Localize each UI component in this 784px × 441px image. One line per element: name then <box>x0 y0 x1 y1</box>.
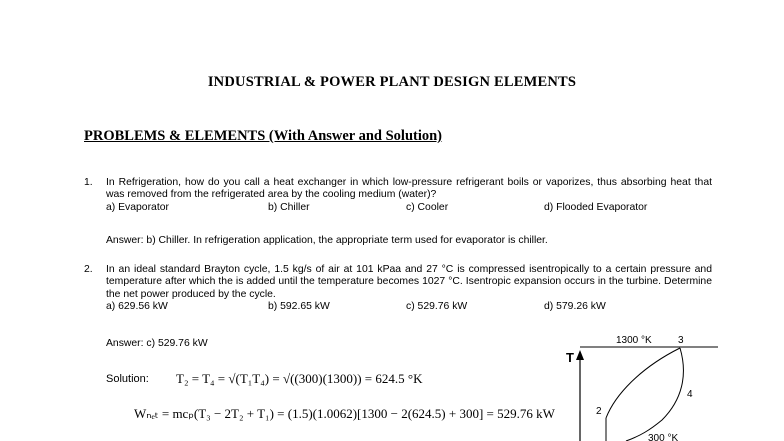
option-b: b) Chiller <box>268 201 310 213</box>
option-c: c) 529.76 kW <box>406 301 468 313</box>
option-d: d) 579.26 kW <box>544 301 606 313</box>
t-axis-arrow <box>576 350 584 360</box>
section-heading: PROBLEMS & ELEMENTS (With Answer and Solution) <box>84 128 443 144</box>
option-c: c) Cooler <box>406 201 449 213</box>
process-3-4 <box>626 348 683 441</box>
point-2-label: 2 <box>596 406 602 417</box>
document-title: INDUSTRIAL & POWER PLANT DESIGN ELEMENTS <box>207 74 577 90</box>
answer-2: Answer: c) 529.76 kW <box>106 338 208 349</box>
option-d: d) Flooded Evaporator <box>544 201 648 213</box>
equation-temperature: T₂ = T₄ = √(T₁T₄) = √((300)(1300)) = 624.5 °K <box>176 371 423 386</box>
question-number: 2. <box>84 264 93 275</box>
question-text: In Refrigeration, how do you call a heat exchanger in which low-pressure refrigerant boils or vaporizes, thus absorbing heat that was removed from the refrigerated area by the cooling medium (water)? <box>106 177 712 201</box>
point-3-label: 3 <box>678 335 684 346</box>
process-2-3 <box>606 348 680 418</box>
option-a: a) Evaporator <box>106 201 169 213</box>
question-number: 1. <box>84 177 93 188</box>
answer-1: Answer: b) Chiller. In refrigeration application, the appropriate term used for evaporator is chiller. <box>106 235 548 246</box>
solution-label: Solution: <box>106 373 149 385</box>
question-text: In an ideal standard Brayton cycle, 1.5 kg/s of air at 101 kPaa and 27 °C is compressed isentropically to a certain pressure and temperature after which the is added until the temperature becomes 1027 °C. Isentropic expansion occurs in the turbine. Determine the net power produced by the cycle. <box>106 264 712 300</box>
option-b: b) 592.65 kW <box>268 301 330 313</box>
equation-net-work: Wₙₑₜ = mcₚ(T₃ − 2T₂ + T₁) = (1.5)(1.0062)[1300 − 2(624.5) + 300] = 529.76 kW <box>134 406 555 421</box>
top-temp-label: 1300 °K <box>616 335 652 346</box>
point-4-label: 4 <box>687 389 693 400</box>
t-axis-label: T <box>566 350 574 365</box>
option-a: a) 629.56 kW <box>106 301 168 313</box>
bottom-temp-label: 300 °K <box>648 433 679 441</box>
